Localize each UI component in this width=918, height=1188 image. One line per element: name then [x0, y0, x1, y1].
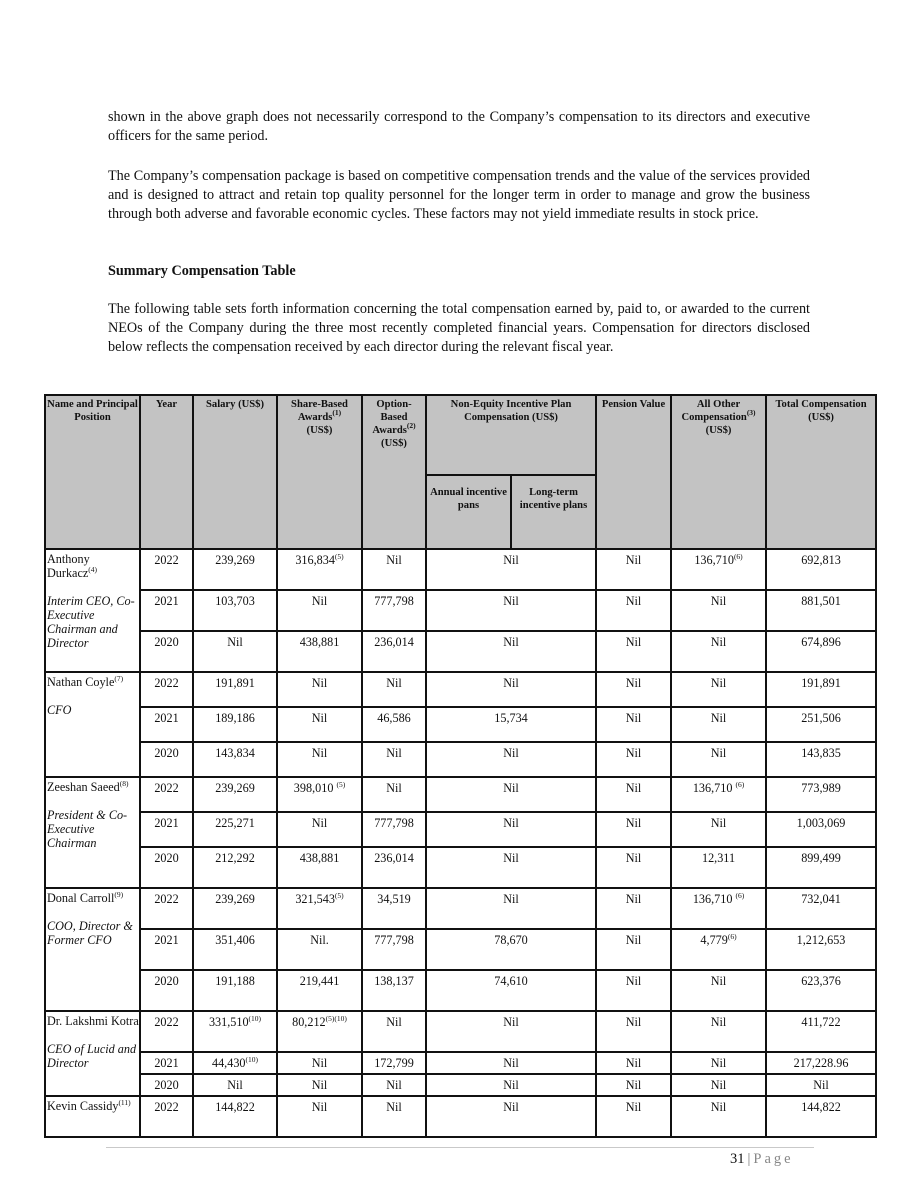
cell-share-based: Nil — [277, 742, 362, 777]
cell-pension: Nil — [596, 549, 671, 590]
cell-option-based: 777,798 — [362, 590, 426, 631]
cell-all-other: Nil — [671, 970, 766, 1011]
footer-divider — [106, 1147, 814, 1148]
cell-year: 2020 — [140, 631, 193, 672]
cell-non-equity: Nil — [426, 631, 596, 672]
cell-share-based: 316,834$^{(5)}$ — [277, 549, 362, 590]
cell-total: 881,501 — [766, 590, 876, 631]
cell-total: 191,891 — [766, 672, 876, 707]
cell-all-other: 136,710 $^{(6)}$ — [671, 888, 766, 929]
cell-share-based: Nil — [277, 672, 362, 707]
cell-year: 2022 — [140, 888, 193, 929]
cell-option-based: 236,014 — [362, 631, 426, 672]
cell-pension: Nil — [596, 707, 671, 742]
person-position: President & Co-Executive Chairman — [47, 808, 128, 850]
cell-non-equity: Nil — [426, 742, 596, 777]
cell-total: 411,722 — [766, 1011, 876, 1052]
person-name: Anthony Durkacz$^{(4)}$ — [47, 552, 98, 580]
cell-name-position — [45, 777, 140, 888]
table-row — [45, 847, 876, 888]
cell-pension: Nil — [596, 1052, 671, 1074]
cell-total: 144,822 — [766, 1096, 876, 1137]
cell-total: 1,003,069 — [766, 812, 876, 847]
table-row — [45, 929, 876, 970]
cell-salary: 103,703 — [193, 590, 277, 631]
cell-option-based: 34,519 — [362, 888, 426, 929]
cell-pension: Nil — [596, 847, 671, 888]
table-row — [45, 970, 876, 1011]
cell-salary: 239,269 — [193, 888, 277, 929]
cell-total: 674,896 — [766, 631, 876, 672]
cell-year: 2022 — [140, 672, 193, 707]
cell-share-based: Nil. — [277, 929, 362, 970]
person-name: Donal Carroll$^{(9)}$ — [47, 890, 124, 905]
cell-option-based: 777,798 — [362, 812, 426, 847]
cell-salary: 143,834 — [193, 742, 277, 777]
cell-non-equity: 74,610 — [426, 970, 596, 1011]
cell-name-position — [45, 672, 140, 777]
person-position: COO, Director & Former CFO — [47, 919, 133, 947]
header-salary: Salary (US$) — [193, 395, 277, 549]
cell-year: 2021 — [140, 707, 193, 742]
cell-pension: Nil — [596, 672, 671, 707]
cell-pension: Nil — [596, 1074, 671, 1096]
person-name: Kevin Cassidy$^{(11)}$ — [47, 1098, 131, 1113]
cell-salary: 44,430$^{(10)}$ — [193, 1052, 277, 1074]
cell-share-based: Nil — [277, 1074, 362, 1096]
page-number: 31 — [730, 1151, 745, 1167]
page-separator: | — [747, 1151, 751, 1167]
cell-total: 217,228.96 — [766, 1052, 876, 1074]
cell-salary: 212,292 — [193, 847, 277, 888]
cell-year: 2022 — [140, 1096, 193, 1137]
header-option-based-awards: Option-Based Awards$^{(2)}$ (US$) — [362, 395, 426, 549]
page-number-footer — [730, 1151, 794, 1168]
cell-option-based: 138,137 — [362, 970, 426, 1011]
cell-total: 899,499 — [766, 847, 876, 888]
cell-non-equity: Nil — [426, 812, 596, 847]
table-row — [45, 1074, 876, 1096]
header-non-equity-incentive: Non-Equity Incentive Plan Compensation (US$) — [426, 395, 596, 475]
cell-option-based: Nil — [362, 1096, 426, 1137]
table-row — [45, 1052, 876, 1074]
cell-non-equity: 15,734 — [426, 707, 596, 742]
cell-non-equity: Nil — [426, 888, 596, 929]
cell-all-other: Nil — [671, 1096, 766, 1137]
cell-salary: 331,510$^{(10)}$ — [193, 1011, 277, 1052]
cell-all-other: 136,710 $^{(6)}$ — [671, 777, 766, 812]
person-position: CEO of Lucid and Director — [47, 1042, 137, 1070]
table-row — [45, 672, 876, 707]
cell-salary: 239,269 — [193, 549, 277, 590]
cell-share-based: 398,010 $^{(5)}$ — [277, 777, 362, 812]
cell-non-equity: Nil — [426, 777, 596, 812]
cell-year: 2020 — [140, 1074, 193, 1096]
cell-total: 143,835 — [766, 742, 876, 777]
cell-pension: Nil — [596, 1011, 671, 1052]
cell-pension: Nil — [596, 742, 671, 777]
cell-share-based: Nil — [277, 812, 362, 847]
cell-salary: 225,271 — [193, 812, 277, 847]
header-all-other-compensation: All Other Compensation$^{(3)}$ (US$) — [671, 395, 766, 549]
cell-option-based: Nil — [362, 1074, 426, 1096]
cell-total: 623,376 — [766, 970, 876, 1011]
cell-year: 2021 — [140, 812, 193, 847]
cell-option-based: Nil — [362, 777, 426, 812]
cell-non-equity: Nil — [426, 847, 596, 888]
cell-share-based: 219,441 — [277, 970, 362, 1011]
cell-all-other: Nil — [671, 812, 766, 847]
person-name: Dr. Lakshmi Kotra — [47, 1014, 139, 1028]
cell-salary: 239,269 — [193, 777, 277, 812]
cell-pension: Nil — [596, 590, 671, 631]
cell-all-other: Nil — [671, 631, 766, 672]
cell-option-based: Nil — [362, 672, 426, 707]
cell-non-equity: 78,670 — [426, 929, 596, 970]
cell-total: 692,813 — [766, 549, 876, 590]
cell-share-based: $80,212^{(5)(10)}$ — [277, 1011, 362, 1052]
cell-salary: 191,188 — [193, 970, 277, 1011]
cell-total: 773,989 — [766, 777, 876, 812]
cell-option-based: Nil — [362, 742, 426, 777]
cell-option-based: Nil — [362, 549, 426, 590]
cell-salary: 191,891 — [193, 672, 277, 707]
cell-non-equity: Nil — [426, 1074, 596, 1096]
person-position: CFO — [47, 703, 72, 717]
cell-year: 2020 — [140, 742, 193, 777]
cell-share-based: Nil — [277, 1096, 362, 1137]
cell-year: 2022 — [140, 549, 193, 590]
cell-share-based: Nil — [277, 590, 362, 631]
cell-all-other: Nil — [671, 590, 766, 631]
cell-pension: Nil — [596, 812, 671, 847]
cell-year: 2022 — [140, 777, 193, 812]
cell-non-equity: Nil — [426, 590, 596, 631]
table-body — [45, 549, 876, 1137]
table-row — [45, 707, 876, 742]
cell-year: 2021 — [140, 929, 193, 970]
cell-year: 2020 — [140, 847, 193, 888]
cell-option-based: 172,799 — [362, 1052, 426, 1074]
cell-option-based: 777,798 — [362, 929, 426, 970]
cell-salary: 189,186 — [193, 707, 277, 742]
table-row — [45, 631, 876, 672]
person-position: Interim CEO, Co-Executive Chairman and Director — [47, 594, 135, 650]
compensation-package-paragraph: The Company’s compensation package is based on competitive compensation trends and the value of the services provided and is designed to attract and retain top quality personnel for the longer term in order to manage and grow the business through both adverse and favorable economic cycles. These factors may not yield immediate results in stock price. — [108, 168, 810, 222]
table-row — [45, 1011, 876, 1052]
cell-pension: Nil — [596, 888, 671, 929]
table-row — [45, 590, 876, 631]
cell-share-based: 438,881 — [277, 631, 362, 672]
header-annual-incentive: Annual incentive pans — [426, 475, 511, 549]
cell-all-other: 136,710$^{(6)}$ — [671, 549, 766, 590]
intro-paragraph-continuation: shown in the above graph does not necessarily correspond to the Company’s compensation to its directors and executive officers for the same period. — [108, 109, 810, 144]
cell-non-equity: Nil — [426, 1096, 596, 1137]
cell-option-based: 46,586 — [362, 707, 426, 742]
cell-all-other: Nil — [671, 1052, 766, 1074]
person-name: Nathan Coyle$^{(7)}$ — [47, 674, 124, 689]
cell-share-based: 438,881 — [277, 847, 362, 888]
cell-name-position — [45, 549, 140, 672]
cell-year: 2020 — [140, 970, 193, 1011]
cell-share-based: 321,543$^{(5)}$ — [277, 888, 362, 929]
header-total-compensation: Total Compensation (US$) — [766, 395, 876, 549]
table-header — [45, 395, 876, 549]
table-row — [45, 742, 876, 777]
page-label: Page — [753, 1151, 794, 1167]
cell-pension: Nil — [596, 970, 671, 1011]
header-long-term-incentive: Long-term incentive plans — [511, 475, 596, 549]
cell-year: 2021 — [140, 590, 193, 631]
cell-all-other: Nil — [671, 672, 766, 707]
header-year: Year — [140, 395, 193, 549]
cell-pension: Nil — [596, 1096, 671, 1137]
header-share-based-awards: Share-Based Awards$^{(1)}$ (US$) — [277, 395, 362, 549]
cell-non-equity: Nil — [426, 1011, 596, 1052]
cell-share-based: Nil — [277, 1052, 362, 1074]
cell-total: 732,041 — [766, 888, 876, 929]
cell-year: 2021 — [140, 1052, 193, 1074]
cell-all-other: 4,779$^{(6)}$ — [671, 929, 766, 970]
cell-name-position — [45, 1096, 140, 1137]
cell-all-other: Nil — [671, 742, 766, 777]
cell-total: Nil — [766, 1074, 876, 1096]
cell-salary: Nil — [193, 631, 277, 672]
cell-name-position — [45, 1011, 140, 1096]
cell-pension: Nil — [596, 929, 671, 970]
cell-all-other: Nil — [671, 1011, 766, 1052]
cell-non-equity: Nil — [426, 672, 596, 707]
table-intro-paragraph: The following table sets forth information concerning the total compensation earned by, paid to, or awarded to the current NEOs of the Company during the three most recently completed financial years. Compensation for directors disclosed below reflects the compensation received by each director during the relevant fiscal year. — [108, 301, 810, 355]
header-name-position: Name and Principal Position — [45, 395, 140, 549]
cell-salary: 351,406 — [193, 929, 277, 970]
cell-all-other: Nil — [671, 707, 766, 742]
summary-compensation-table — [44, 394, 877, 1138]
table-row — [45, 812, 876, 847]
section-heading: Summary Compensation Table — [108, 263, 296, 279]
header-pension-value: Pension Value — [596, 395, 671, 549]
cell-share-based: Nil — [277, 707, 362, 742]
cell-total: 1,212,653 — [766, 929, 876, 970]
cell-year: 2022 — [140, 1011, 193, 1052]
cell-total: 251,506 — [766, 707, 876, 742]
table-row — [45, 777, 876, 812]
table-row — [45, 549, 876, 590]
cell-pension: Nil — [596, 777, 671, 812]
cell-pension: Nil — [596, 631, 671, 672]
person-name: Zeeshan Saeed$^{(8)}$ — [47, 779, 129, 794]
cell-option-based: 236,014 — [362, 847, 426, 888]
cell-all-other: 12,311 — [671, 847, 766, 888]
cell-salary: 144,822 — [193, 1096, 277, 1137]
cell-option-based: Nil — [362, 1011, 426, 1052]
table-row — [45, 1096, 876, 1137]
cell-name-position — [45, 888, 140, 1011]
cell-non-equity: Nil — [426, 1052, 596, 1074]
table-row — [45, 888, 876, 929]
cell-non-equity: Nil — [426, 549, 596, 590]
cell-salary: Nil — [193, 1074, 277, 1096]
cell-all-other: Nil — [671, 1074, 766, 1096]
